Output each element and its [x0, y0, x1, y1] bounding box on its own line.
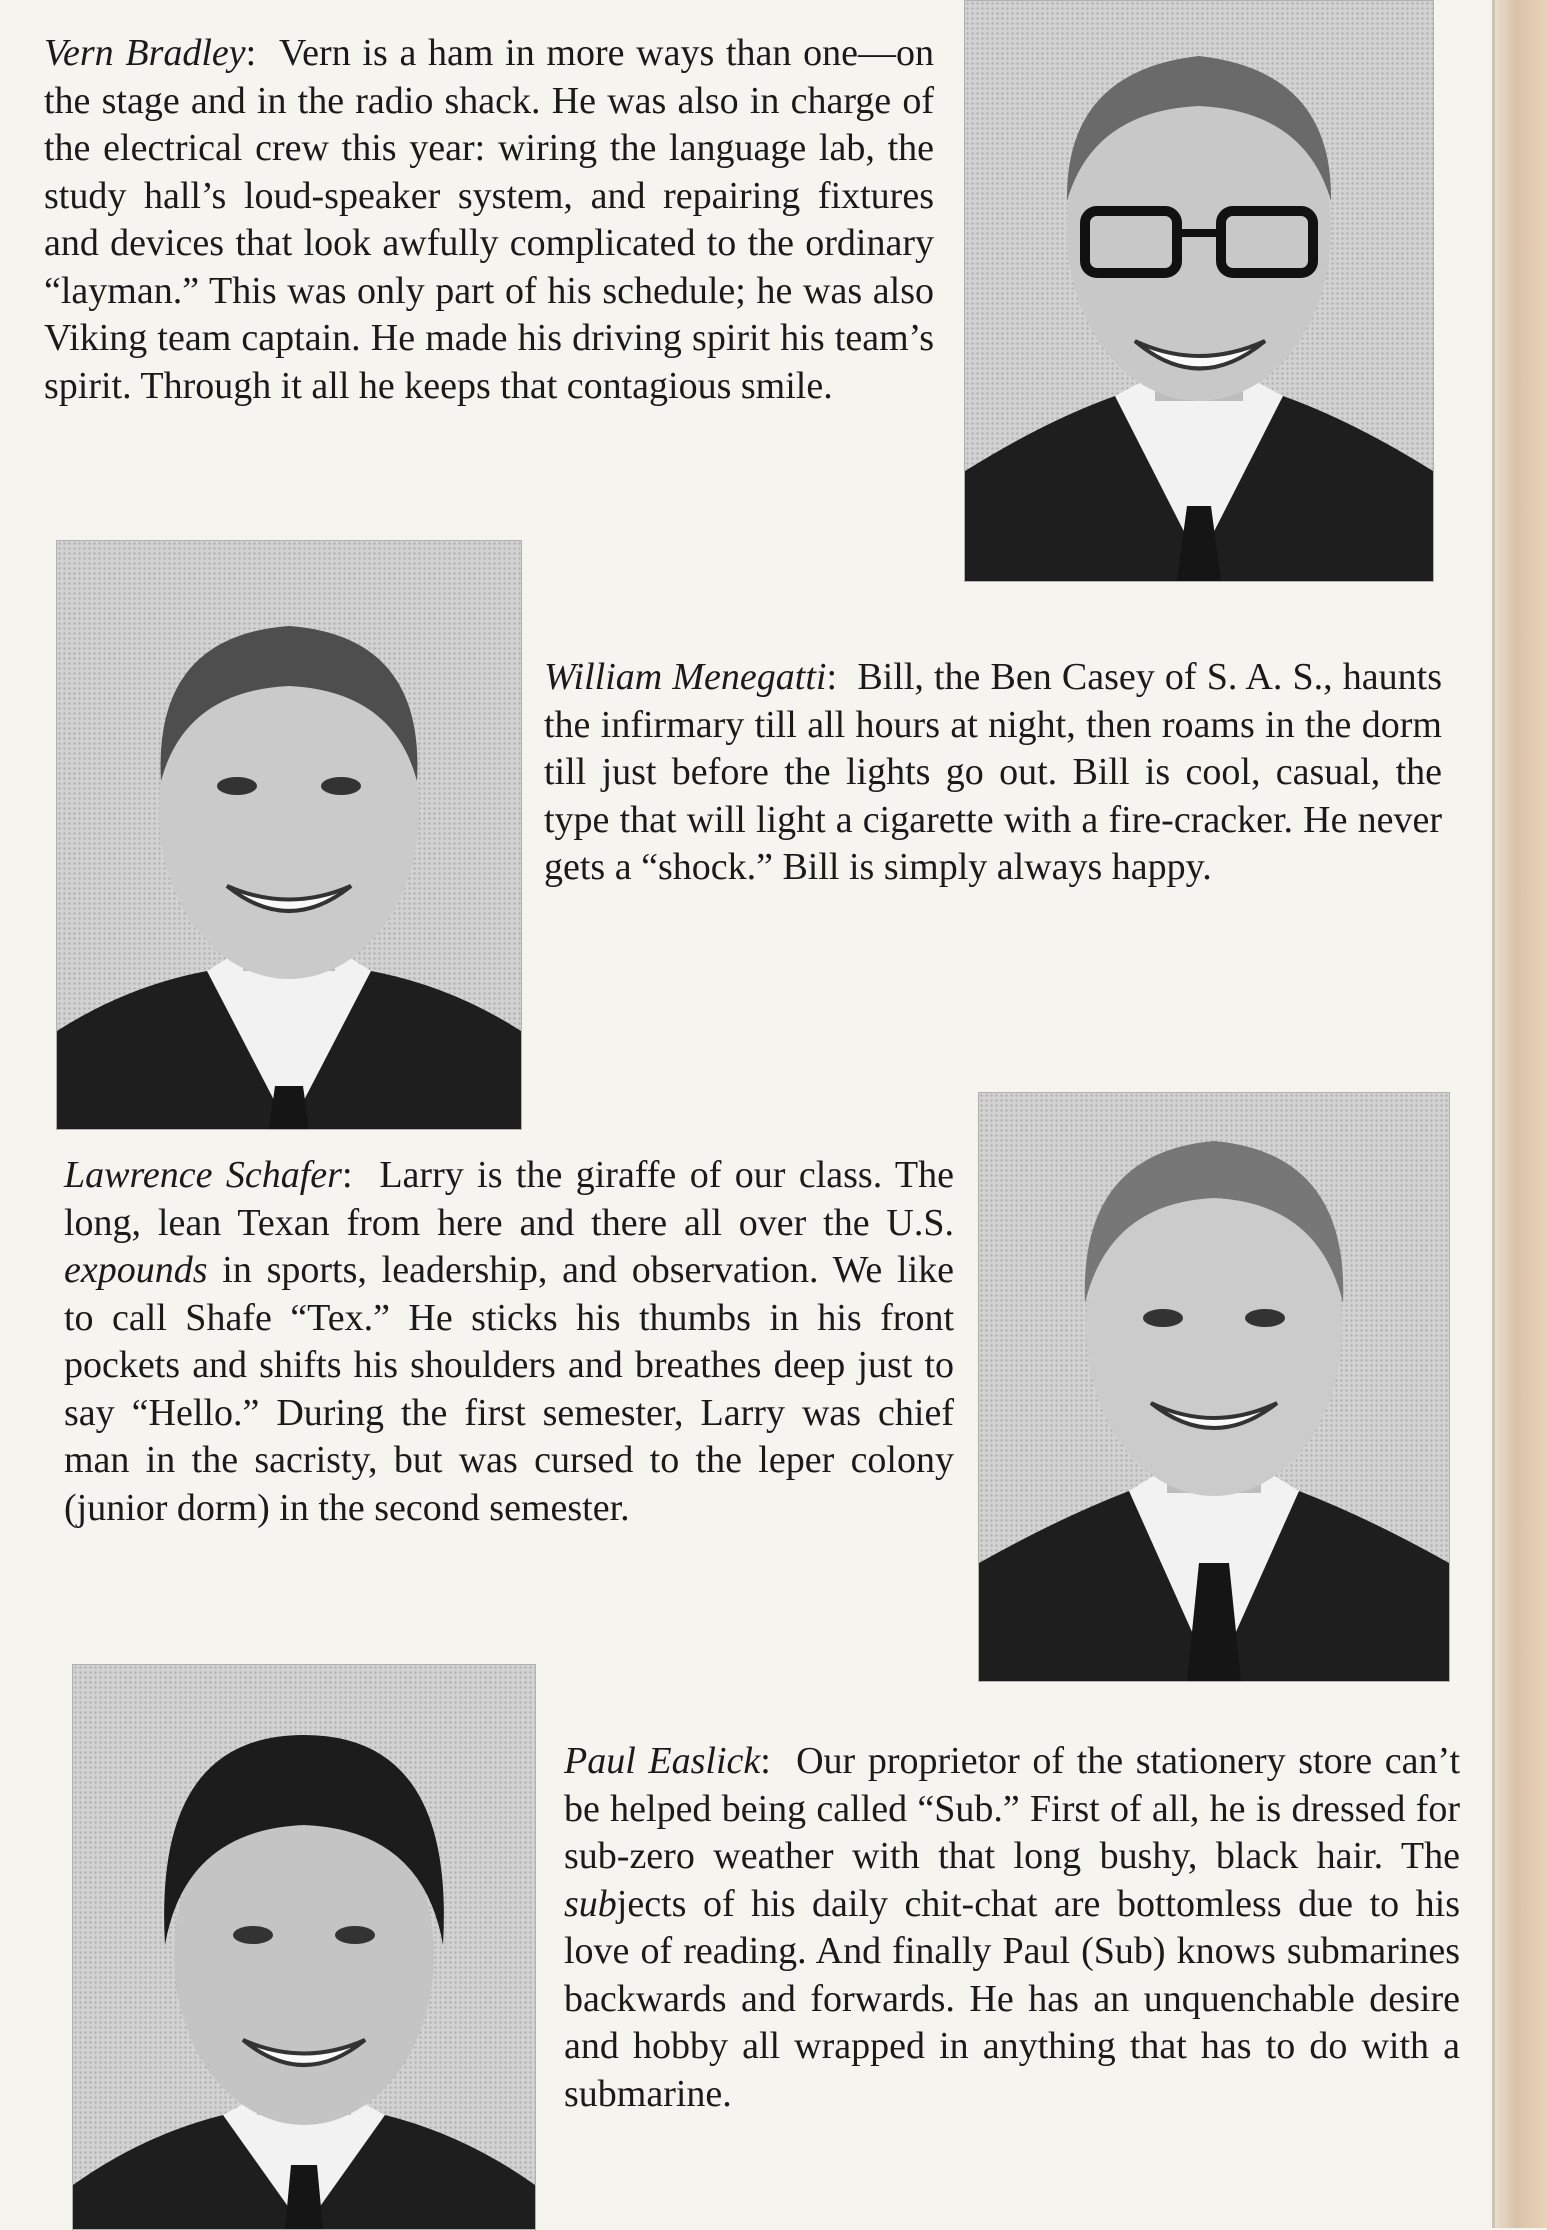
- portrait-lawrence-schafer: [978, 1092, 1450, 1682]
- bio-emphasis: expounds: [64, 1249, 208, 1291]
- bio-text-after: in sports, leadership, and observation. We like to call Shafe “Tex.” He sticks his thumbs in his front pockets and shifts his shoulders and breathes deep just to say “Hello.” During the first semester, Larry was chief man in the sacristy, but was cursed to the leper colony (junior dorm) in the second semester.: [64, 1249, 954, 1529]
- bio-text-before: Larry is the giraffe of our class. The long, lean Texan from here and there all over the U.S.: [64, 1154, 954, 1244]
- page-fold: [1492, 0, 1495, 2228]
- bio-text-after: jects of his daily chit-chat are bottomless due to his love of reading. And finally Paul (Sub) knows submarines backwards and forwards. He has an unquenchable desire and hobby all wrapped in anything that has to do with a submarine.: [564, 1882, 1460, 2115]
- bio-name: Vern Bradley: [44, 32, 246, 74]
- portrait-william-menegatti: [56, 540, 522, 1130]
- bio-vern-bradley: Vern Bradley: Vern is a ham in more ways than one—on the stage and in the radio shack. He was also in charge of the electrical crew this year: wiring the language lab, the study hall’s loud-speaker system, and repairing fixtures and devices that look awfully complicated to the ordinary “layman.” This was only part of his schedule; he was also Viking team captain. He made his driving spirit his team’s spirit. Through it all he keeps that contagious smile.: [44, 32, 934, 407]
- bio-name: Lawrence Schafer: [64, 1154, 342, 1196]
- portrait-paul-easlick: [72, 1664, 536, 2230]
- bio-text: Bill, the Ben Casey of S. A. S., haunts the infirmary till all hours at night, then roams in the dorm till just before the lights go out. Bill is cool, casual, the type that will light a cigarette with a fire-cracker. He never gets a “shock.” Bill is simply always happy.: [544, 656, 1443, 888]
- bio-william-menegatti: William Menegatti: Bill, the Ben Casey of S. A. S., haunts the infirmary till all hours at night, then roams in the dorm till just before the lights go out. Bill is cool, casual, the type that will light a cigarette with a fire-cracker. He never gets a “shock.” Bill is simply always happy.: [544, 656, 1443, 888]
- bio-lawrence-schafer: Lawrence Schafer: Larry is the giraffe of our class. The long, lean Texan from here and there all over the U.S. expounds in sports, leadership, and observation. We like to call Shafe “Tex.” He sticks his thumbs in his front pockets and shifts his shoulders and breathes deep just to say “Hello.” During the first semester, Larry was chief man in the sacristy, but was cursed to the leper colony (junior dorm) in the second semester.: [64, 1154, 954, 1529]
- bio-name: William Menegatti: [544, 656, 827, 698]
- page-edge: [1495, 0, 1547, 2228]
- bio-name: Paul Easlick: [564, 1740, 761, 1782]
- bio-paul-easlick: Paul Easlick: Our proprietor of the stationery store can’t be helped being called “Sub.” First of all, he is dressed for sub-zero weather with that long bushy, black hair. The subjects of his daily chit-chat are bottomless due to his love of reading. And finally Paul (Sub) knows submarines backwards and forwards. He has an unquenchable desire and hobby all wrapped in anything that has to do with a submarine.: [564, 1740, 1461, 2115]
- portrait-vern-bradley: [964, 0, 1434, 582]
- bio-text-before: Our proprietor of the stationery store can’t be helped being called “Sub.” First of all, he is dressed for sub-zero weather with that long bushy, black hair. The: [564, 1740, 1461, 1877]
- bio-text: Vern is a ham in more ways than one—on the stage and in the radio shack. He was also in charge of the electrical crew this year: wiring the language lab, the study hall’s loud-speaker system, and repairing fixtures and devices that look awfully complicated to the ordinary “layman.” This was only part of his schedule; he was also Viking team captain. He made his driving spirit his team’s spirit. Through it all he keeps that contagious smile.: [44, 32, 934, 407]
- bio-emphasis: sub: [564, 1882, 617, 1925]
